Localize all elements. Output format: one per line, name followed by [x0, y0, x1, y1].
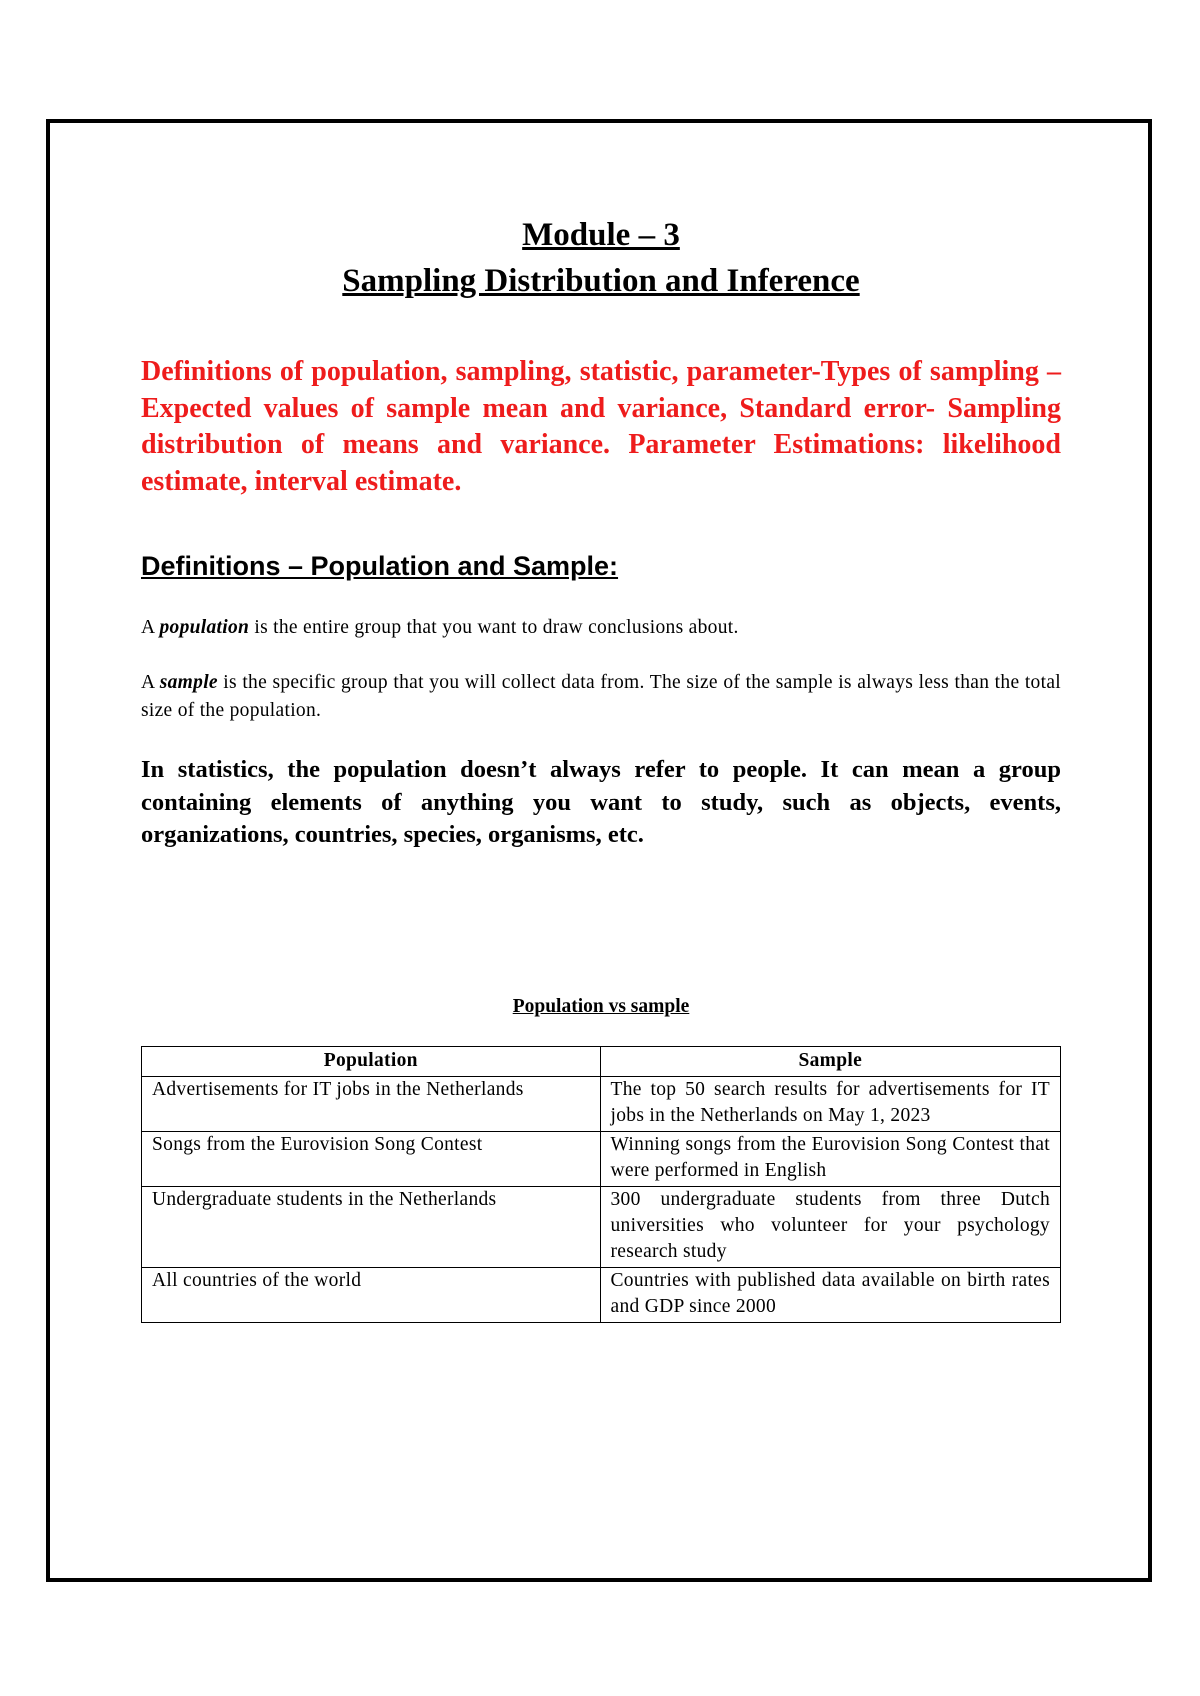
- table-row: [142, 1077, 1061, 1132]
- population-vs-sample-table: [141, 1046, 1061, 1323]
- statistics-note: In statistics, the population doesn’t always refer to people. It can mean a group containing elements of anything you want to study, such as objects, events, organizations, countries, species, organisms, etc.: [141, 756, 1061, 848]
- term-sample: sample: [159, 672, 218, 693]
- sample-definition: [141, 669, 1061, 725]
- syllabus-topics: Definitions of population, sampling, statistic, parameter-Types of sampling – Expected values of sample mean and variance, Standard error- Sampling distribution of means and variance. Parameter Estimations: likelihood estimate, interval estimate.: [141, 356, 1061, 497]
- population-cell: Advertisements for IT jobs in the Netherlands: [142, 1077, 601, 1132]
- table-caption: Population vs sample: [512, 996, 690, 1017]
- table-row: [142, 1132, 1061, 1187]
- header-sample: Sample: [600, 1047, 1061, 1077]
- definition-text: is the entire group that you want to draw conclusions about.: [249, 617, 739, 638]
- module-name: Sampling Distribution and Inference: [342, 263, 860, 299]
- sample-cell: Winning songs from the Eurovision Song Contest that were performed in English: [600, 1132, 1061, 1187]
- population-cell: All countries of the world: [142, 1268, 601, 1323]
- sample-cell: The top 50 search results for advertisements for IT jobs in the Netherlands on May 1, 2023: [600, 1077, 1061, 1132]
- sample-cell: 300 undergraduate students from three Dutch universities who volunteer for your psychology research study: [600, 1187, 1061, 1268]
- table-row: [142, 1268, 1061, 1323]
- definition-text: is the specific group that you will collect data from. The size of the sample is always less than the total size of the population.: [141, 672, 1061, 721]
- page-title: [141, 212, 1061, 304]
- prefix: A: [141, 672, 160, 693]
- table-header-row: [142, 1047, 1061, 1077]
- term-population: population: [159, 617, 250, 638]
- table-row: [142, 1187, 1061, 1268]
- population-cell: Songs from the Eurovision Song Contest: [142, 1132, 601, 1187]
- population-definition: [141, 614, 1061, 642]
- module-number: Module – 3: [522, 217, 680, 253]
- prefix: A: [141, 617, 160, 638]
- section-heading: Definitions – Population and Sample:: [141, 551, 619, 581]
- population-cell: Undergraduate students in the Netherlands: [142, 1187, 601, 1268]
- header-population: Population: [142, 1047, 601, 1077]
- sample-cell: Countries with published data available on birth rates and GDP since 2000: [600, 1268, 1061, 1323]
